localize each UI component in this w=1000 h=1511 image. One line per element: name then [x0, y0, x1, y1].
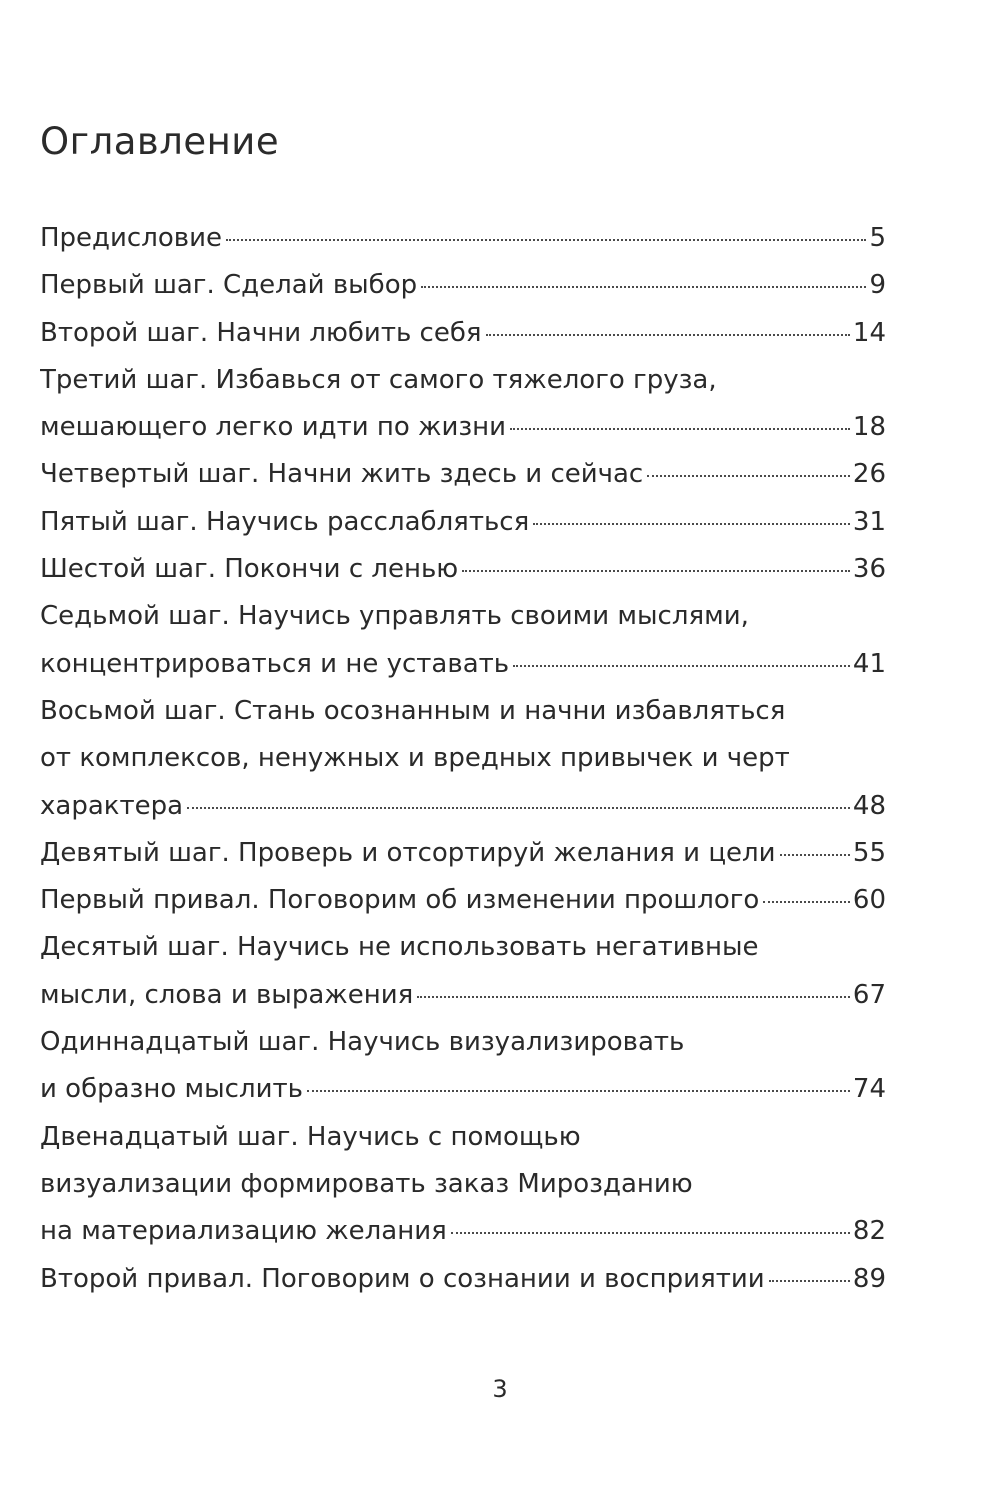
toc-entry	[40, 924, 886, 1019]
toc-entry-page-number: 26	[852, 459, 886, 490]
toc-entry-page-number: 60	[852, 885, 886, 916]
toc-entry-title-line: Десятый шаг. Научись не использовать негативные	[40, 932, 759, 963]
dot-leader	[421, 286, 866, 288]
toc-entry-title-line: Пятый шаг. Научись расслабляться	[40, 506, 530, 537]
toc-entry-title-line: концентрироваться и не уставать	[40, 648, 510, 679]
toc-entry-title-line: Предисловие	[40, 223, 222, 253]
dot-leader	[187, 807, 850, 809]
toc-entry-title-line: мысли, слова и выражения	[40, 979, 414, 1010]
toc-entry-page-number: 9	[869, 270, 886, 301]
toc-entry	[40, 1256, 886, 1303]
toc-entry-title-line: Четвертый шаг. Начни жить здесь и сейчас	[40, 459, 644, 490]
toc-entry-title-line: Второй привал. Поговорим о сознании и восприятии	[40, 1263, 765, 1294]
toc-entry-last-line	[40, 1066, 886, 1113]
toc-entry	[40, 546, 886, 593]
toc-entry-page-number: 31	[852, 506, 886, 537]
dot-leader	[451, 1232, 850, 1234]
toc-entry	[40, 593, 886, 688]
toc-entry	[40, 499, 886, 546]
toc-entry-title-line: визуализации формировать заказ Мирозданию	[40, 1168, 693, 1199]
toc-entry-title-line: Шестой шаг. Покончи с ленью	[40, 554, 459, 585]
dot-leader	[462, 570, 850, 572]
dot-leader	[486, 334, 850, 336]
page-number: 3	[492, 1375, 508, 1403]
toc-entry-page-number: 5	[869, 223, 886, 253]
dot-leader	[226, 239, 866, 241]
toc-entry-title-line: Седьмой шаг. Научись управлять своими мыслями,	[40, 601, 749, 632]
toc-entry-last-line	[40, 641, 886, 688]
toc-entry-page-number: 14	[852, 317, 886, 348]
dot-leader	[533, 523, 850, 525]
toc-entry-page-number: 67	[852, 979, 886, 1010]
toc-entry-last-line	[40, 404, 886, 451]
toc-entry-last-line	[40, 1208, 886, 1255]
toc-entry-last-line	[40, 215, 886, 262]
toc-entry-title-line: Восьмой шаг. Стань осознанным и начни избавляться	[40, 695, 786, 726]
dot-leader	[769, 1280, 850, 1282]
toc-entry-title-line: на материализацию желания	[40, 1216, 447, 1247]
toc-entry-page-number: 82	[852, 1216, 886, 1247]
toc-entry-title-line: Двенадцатый шаг. Научись с помощью	[40, 1121, 581, 1152]
dot-leader	[780, 854, 850, 856]
toc-entry-last-line	[40, 877, 886, 924]
page-title: Оглавление	[40, 120, 280, 163]
dot-leader	[307, 1090, 850, 1092]
toc-entry-title-line: Первый привал. Поговорим об изменении прошлого	[40, 885, 760, 916]
toc-entry-last-line	[40, 972, 886, 1019]
toc-entry-title-line: Девятый шаг. Проверь и отсортируй желания и цели	[40, 837, 776, 868]
toc-entry-last-line	[40, 783, 886, 830]
toc-entry-title-line: Второй шаг. Начни любить себя	[40, 317, 482, 348]
dot-leader	[647, 475, 850, 477]
toc-entry-last-line	[40, 451, 886, 498]
toc-entry	[40, 310, 886, 357]
toc-entry	[40, 688, 886, 830]
toc-entry	[40, 451, 886, 498]
dot-leader	[417, 996, 850, 998]
toc-entry-page-number: 74	[852, 1074, 886, 1105]
toc-entry-page-number: 89	[852, 1263, 886, 1294]
toc-entry	[40, 357, 886, 452]
toc-entry	[40, 1114, 886, 1256]
toc-entry-title-line: мешающего легко идти по жизни	[40, 412, 507, 443]
toc-entry	[40, 877, 886, 924]
toc-entry-last-line	[40, 262, 886, 309]
toc-entry	[40, 830, 886, 877]
toc-entry-title-line: Одиннадцатый шаг. Научись визуализировать	[40, 1027, 685, 1058]
toc-entry	[40, 1019, 886, 1114]
toc-entry-title-line: Третий шаг. Избавься от самого тяжелого груза,	[40, 364, 717, 395]
toc-entry-page-number: 18	[852, 412, 886, 443]
toc-entry-page-number: 36	[852, 554, 886, 585]
toc-entry	[40, 215, 886, 262]
dot-leader	[763, 901, 850, 903]
toc-entry-title-line: от комплексов, ненужных и вредных привычек и черт	[40, 743, 790, 774]
dot-leader	[510, 428, 850, 430]
toc-entry-last-line	[40, 830, 886, 877]
dot-leader	[513, 665, 850, 667]
toc-entry-last-line	[40, 499, 886, 546]
toc-entry-last-line	[40, 310, 886, 357]
toc-entry-last-line	[40, 546, 886, 593]
toc-entry-last-line	[40, 1256, 886, 1303]
toc-entry-title-line: характера	[40, 790, 184, 821]
toc-entry-title-line: Первый шаг. Сделай выбор	[40, 270, 418, 301]
toc-entry-page-number: 55	[852, 837, 886, 868]
toc-entry-page-number: 41	[852, 648, 886, 679]
toc-entry	[40, 262, 886, 309]
toc-entry-page-number: 48	[852, 790, 886, 821]
toc-entry-title-line: и образно мыслить	[40, 1074, 303, 1105]
table-of-contents	[40, 215, 886, 1303]
